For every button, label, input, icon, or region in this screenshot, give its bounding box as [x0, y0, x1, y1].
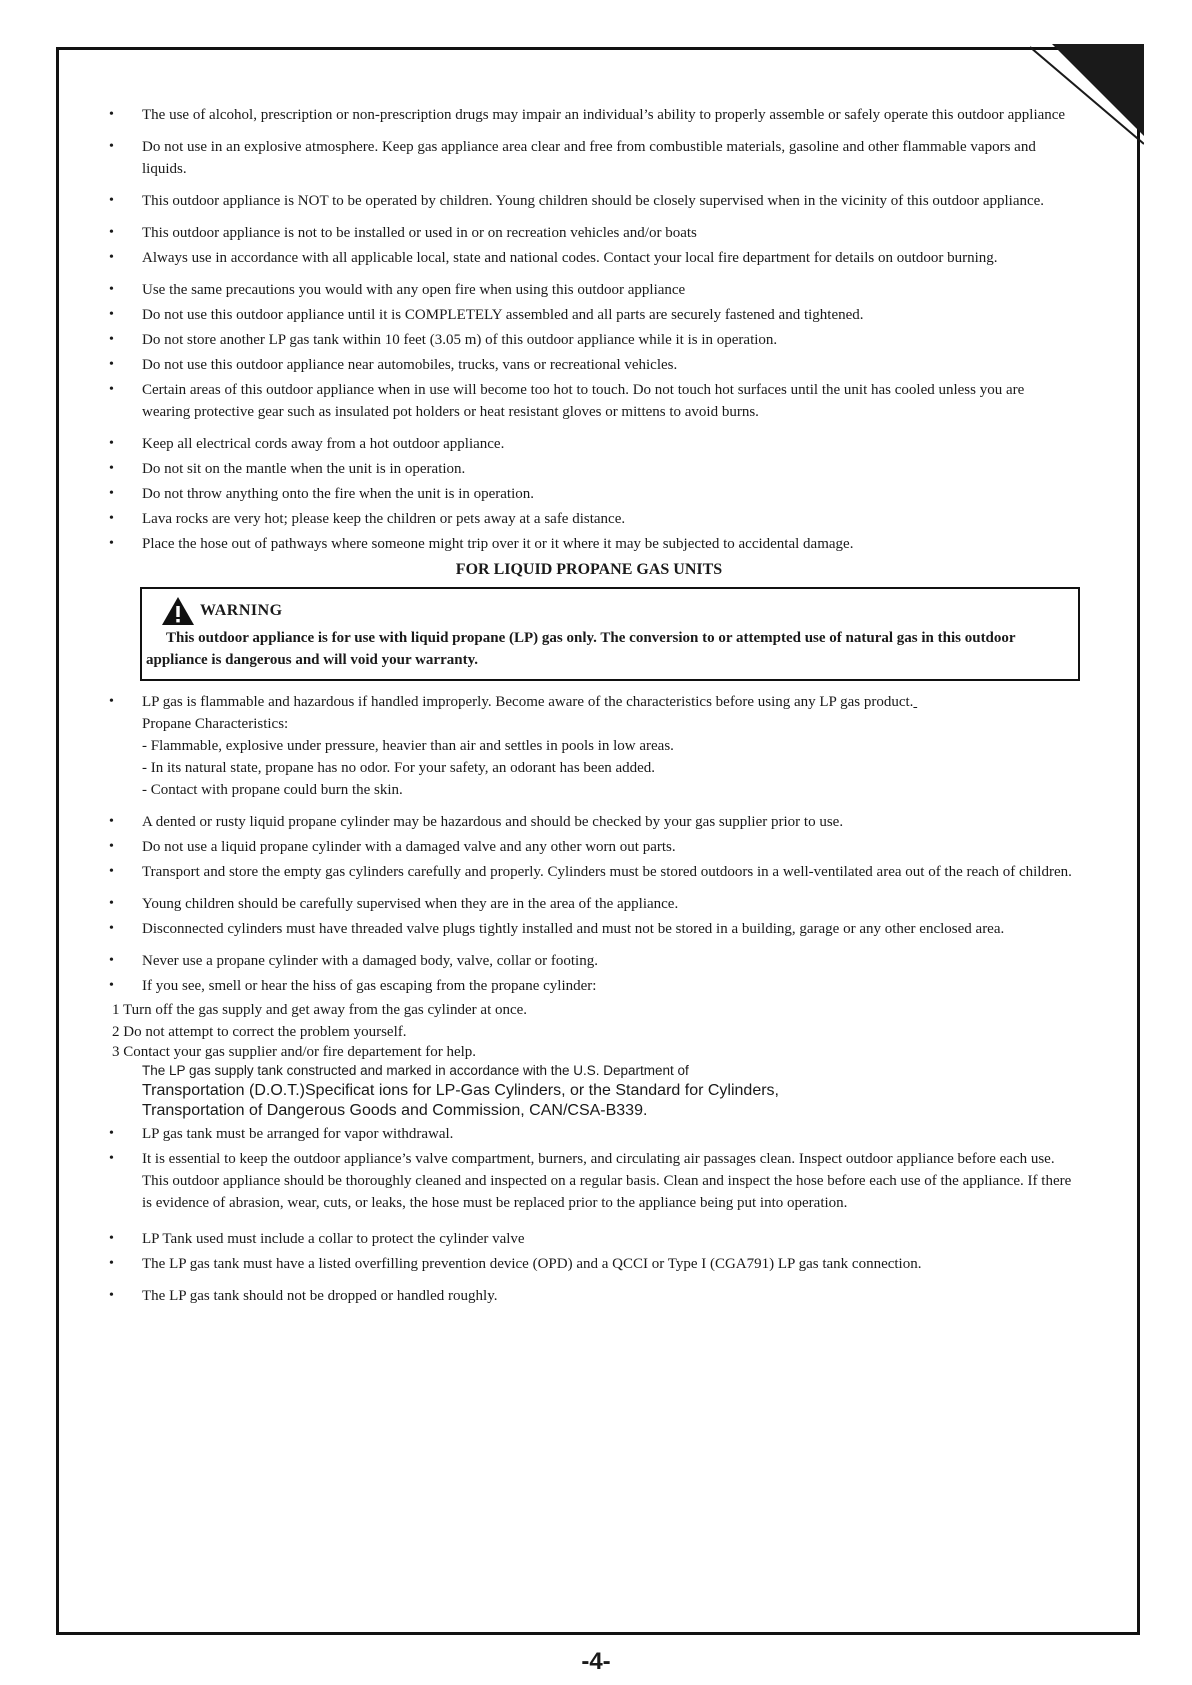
list-item: • Lava rocks are very hot; please keep the children or pets away at a safe distance.: [104, 508, 1074, 530]
list-item: • Do not sit on the mantle when the unit is in operation.: [104, 458, 1074, 480]
list-item: • Never use a propane cylinder with a damaged body, valve, collar or footing.: [104, 950, 1074, 972]
list-item: • LP Tank used must include a collar to protect the cylinder valve: [104, 1228, 1074, 1250]
list-item: • Young children should be carefully supervised when they are in the area of the appliance.: [104, 893, 1074, 915]
warning-header: [146, 595, 1070, 627]
list-item: • Do not use this outdoor appliance until it is COMPLETELY assembled and all parts are securely fastened and tightened.: [104, 304, 1074, 326]
propane-line: - Flammable, explosive under pressure, heavier than air and settles in pools in low areas.: [142, 738, 674, 754]
lp-intro-list: [104, 691, 1074, 713]
list-item: • If you see, smell or hear the hiss of gas escaping from the propane cylinder:: [104, 975, 1074, 997]
list-item: • Certain areas of this outdoor appliance when in use will become too hot to touch. Do not touch hot surfaces until the unit has cooled unless you are wearing protective gear such as insulated pot holders or heat resistant gloves or mittens to avoid burns.: [104, 379, 1074, 423]
list-item: • Transport and store the empty gas cylinders carefully and properly. Cylinders must be stored outdoors in a well-ventilated area out of the reach of children.: [104, 861, 1074, 883]
page-number: -4-: [581, 1648, 611, 1675]
tank-bullets: [104, 1123, 1074, 1307]
emergency-step: 3 Contact your gas supplier and/or fire departement for help.: [112, 1044, 477, 1060]
list-item: • Disconnected cylinders must have threaded valve plugs tightly installed and must not be stored in a building, garage or any other enclosed area.: [104, 918, 1074, 940]
list-item: • Do not use this outdoor appliance near automobiles, trucks, vans or recreational vehicles.: [104, 354, 1074, 376]
cylinder-bullets: [104, 811, 1074, 997]
list-item: • Always use in accordance with all applicable local, state and national codes. Contact your local fire department for details on outdoor burning.: [104, 247, 1074, 269]
propane-heading: Propane Characteristics:: [142, 716, 289, 732]
section-title: FOR LIQUID PROPANE GAS UNITS: [455, 561, 723, 578]
list-item: • Use the same precautions you would with any open fire when using this outdoor appliance: [104, 279, 1074, 301]
list-item: • Do not use a liquid propane cylinder with a damaged valve and any other worn out parts.: [104, 836, 1074, 858]
emergency-step: 1 Turn off the gas supply and get away from the gas cylinder at once.: [112, 1002, 528, 1018]
emergency-step: 2 Do not attempt to correct the problem yourself.: [112, 1024, 407, 1040]
lp-intro-text: LP gas is flammable and hazardous if handled improperly. Become aware of the characteristics before using any LP gas product.: [142, 694, 914, 710]
warning-box: [140, 587, 1080, 681]
safety-bullets-top: [104, 104, 1074, 555]
list-item: • Keep all electrical cords away from a hot outdoor appliance.: [104, 433, 1074, 455]
warning-text: This outdoor appliance is for use with liquid propane (LP) gas only. The conversion to or attempted use of natural gas in this outdoor appliance is dangerous and will void your warranty.: [146, 630, 1016, 668]
list-item: • This outdoor appliance is NOT to be operated by children. Young children should be closely supervised when in the vicinity of this outdoor appliance.: [104, 190, 1074, 212]
list-item: • Place the hose out of pathways where someone might trip over it or it where it may be subjected to accidental damage.: [104, 533, 1074, 555]
warning-heading: WARNING: [200, 602, 283, 619]
list-item: • It is essential to keep the outdoor appliance’s valve compartment, burners, and circulating air passages clean. Inspect outdoor appliance before each use. This outdoor appliance should be thoroughly cleaned and inspected on a regular basis. Clean and inspect the hose before each use of the appliance. If there is evidence of abrasion, wear, cuts, or leaks, the hose must be replaced prior to the appliance being put into operation.: [104, 1148, 1074, 1214]
propane-line: - In its natural state, propane has no odor. For your safety, an odorant has been added.: [142, 760, 656, 776]
dot-line: Transportation (D.O.T.)Specificat ions for LP-Gas Cylinders, or the Standard for Cylinders,: [142, 1082, 779, 1099]
list-item: • The LP gas tank must have a listed overfilling prevention device (OPD) and a QCCI or Type I (CGA791) LP gas tank connection.: [104, 1253, 1074, 1275]
emergency-steps: [90, 999, 1074, 1061]
list-item: • Do not throw anything onto the fire when the unit is in operation.: [104, 483, 1074, 505]
warning-triangle-icon: [160, 595, 196, 627]
dot-line: Transportation of Dangerous Goods and Commission, CAN/CSA-B339.: [142, 1102, 648, 1119]
propane-characteristics: [104, 713, 1074, 801]
list-item: • Do not use in an explosive atmosphere. Keep gas appliance area clear and free from combustible materials, gasoline and other flammable vapors and liquids.: [104, 136, 1074, 180]
list-item: • Do not store another LP gas tank within 10 feet (3.05 m) of this outdoor appliance while it is in operation.: [104, 329, 1074, 351]
dot-standard-note: [104, 1061, 1074, 1121]
dot-line: The LP gas supply tank constructed and marked in accordance with the U.S. Department of: [142, 1063, 689, 1078]
document-body: [104, 104, 1074, 1310]
list-item: • LP gas tank must be arranged for vapor withdrawal.: [104, 1123, 1074, 1145]
list-item: [104, 691, 1074, 713]
list-item: • The LP gas tank should not be dropped or handled roughly.: [104, 1285, 1074, 1307]
list-item: • This outdoor appliance is not to be installed or used in or on recreation vehicles and/or boats: [104, 222, 1074, 244]
list-item: • The use of alcohol, prescription or non-prescription drugs may impair an individual’s ability to properly assemble or safely operate this outdoor appliance: [104, 104, 1074, 126]
propane-line: - Contact with propane could burn the skin.: [142, 782, 403, 798]
list-item: • A dented or rusty liquid propane cylinder may be hazardous and should be checked by your gas supplier prior to use.: [104, 811, 1074, 833]
